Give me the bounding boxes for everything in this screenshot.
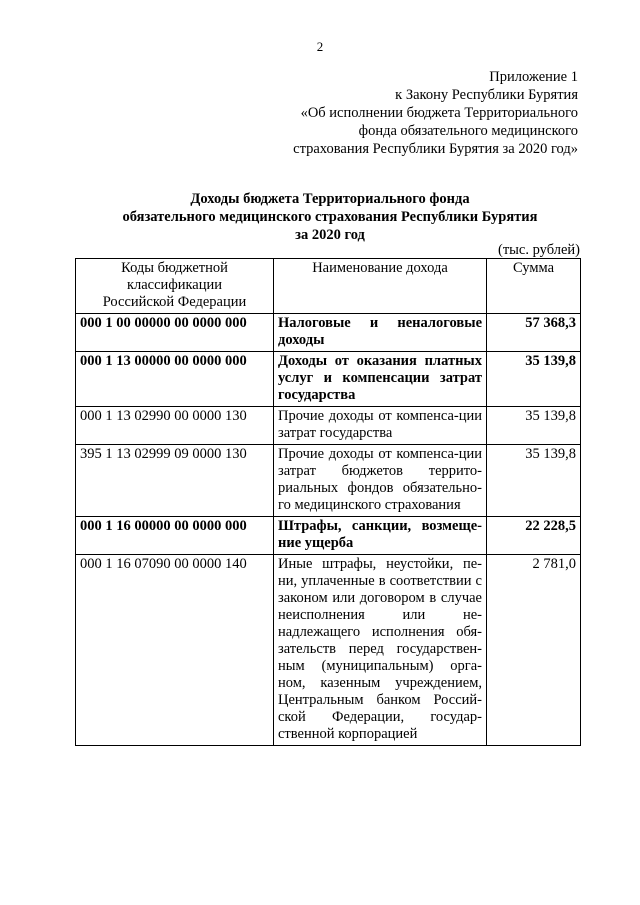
units-label: (тыс. рублей) [498,242,580,258]
table-body [76,314,581,746]
appendix-line: Приложение 1 [489,69,578,85]
table-row [76,314,581,352]
header-name: Наименование дохода [274,259,487,314]
sum-cell: 22 228,5 [487,517,581,555]
table-row [76,517,581,555]
code-cell: 000 1 16 00000 00 0000 000 [76,517,274,555]
table-header-row [76,259,581,314]
title-line: Доходы бюджета Территориального фонда [190,191,470,207]
appendix-block [293,68,578,158]
name-cell: Прочие доходы от компенса-ции затрат бюджетов террито-риальных фондов обязательно-го медицинского страхования [274,445,487,517]
sum-cell: 35 139,8 [487,352,581,407]
table-row [76,555,581,746]
code-cell: 395 1 13 02999 09 0000 130 [76,445,274,517]
table-row [76,352,581,407]
sum-cell: 57 368,3 [487,314,581,352]
sum-cell: 35 139,8 [487,445,581,517]
code-cell: 000 1 00 00000 00 0000 000 [76,314,274,352]
appendix-line: «Об исполнении бюджета Территориального [300,105,578,121]
revenue-table [75,258,581,746]
appendix-line: страхования Республики Бурятия за 2020 год» [293,141,578,157]
code-cell: 000 1 13 02990 00 0000 130 [76,407,274,445]
name-cell: Иные штрафы, неустойки, пе-ни, уплаченные в соответствии с законом или договором в случае неисполнения или не-надлежащего исполнения обя-зательств перед государствен-ным (муниципальным) орга-ном, казенным учреждением, Центральным банком Россий-ской Федерации, государ-ственной корпорацией [274,555,487,746]
name-cell: Штрафы, санкции, возмеще-ние ущерба [274,517,487,555]
name-cell: Налоговые и неналоговые доходы [274,314,487,352]
appendix-line: к Закону Республики Бурятия [395,87,578,103]
name-cell: Доходы от оказания платных услуг и компенсации затрат государства [274,352,487,407]
title-line: обязательного медицинского страхования Республики Бурятия [122,209,538,225]
sum-cell: 35 139,8 [487,407,581,445]
name-cell: Прочие доходы от компенса-ции затрат государства [274,407,487,445]
header-sum: Сумма [487,259,581,314]
table-row [76,445,581,517]
code-cell: 000 1 16 07090 00 0000 140 [76,555,274,746]
sum-cell: 2 781,0 [487,555,581,746]
header-code: Коды бюджетной классификации Российской Федерации [76,259,274,314]
appendix-line: фонда обязательного медицинского [358,123,578,139]
table-row [76,407,581,445]
title-line: за 2020 год [295,227,365,243]
document-title [70,190,590,244]
code-cell: 000 1 13 00000 00 0000 000 [76,352,274,407]
page-number: 2 [316,39,324,54]
